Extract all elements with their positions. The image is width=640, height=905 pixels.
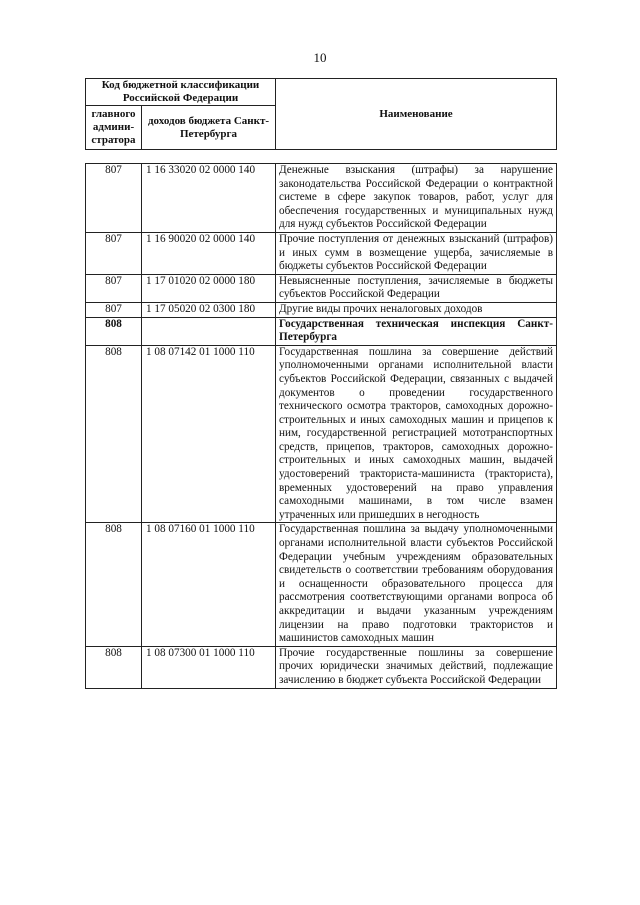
admin-code-cell: 807 xyxy=(86,164,142,233)
revenue-code-cell xyxy=(142,317,276,345)
header-col-admin: главного админи-стратора xyxy=(86,106,142,150)
table-body xyxy=(86,164,557,689)
revenue-code-cell: 1 16 90020 02 0000 140 xyxy=(142,232,276,274)
table-header xyxy=(85,78,557,150)
admin-code-cell: 808 xyxy=(86,345,142,523)
header-group-title: Код бюджетной классификации Российской Федерации xyxy=(86,79,276,106)
name-cell: Прочие государственные пошлины за совершение прочих юридически значимых действий, подлежащие зачислению в бюджет субъекта Российской Федерации xyxy=(276,646,557,688)
revenue-code-cell: 1 17 01020 02 0000 180 xyxy=(142,274,276,302)
table-row xyxy=(86,164,557,233)
name-cell: Прочие поступления от денежных взысканий (штрафов) и иных сумм в возмещение ущерба, зачисляемые в бюджеты субъектов Российской Федерации xyxy=(276,232,557,274)
table-row xyxy=(86,345,557,523)
header-col-name: Наименование xyxy=(276,79,557,150)
table-row xyxy=(86,523,557,646)
classification-table xyxy=(85,163,557,689)
revenue-code-cell: 1 08 07160 01 1000 110 xyxy=(142,523,276,646)
admin-code-cell: 808 xyxy=(86,646,142,688)
name-cell: Денежные взыскания (штрафы) за нарушение законодательства Российской Федерации о контрактной системе в сфере закупок товаров, работ, услуг для обеспечения государственных и муниципальных нужд для нужд субъектов Российской Федерации xyxy=(276,164,557,233)
name-cell: Государственная пошлина за выдачу уполномоченными органами исполнительной власти субъектов Российской Федерации учебным учреждениям образовательных свидетельств о соответствии требованиям оборудования и оснащенности образовательного процесса для рассмотрения соответствующими органами вопроса об аккредитации и выдачи указанным учреждениям лицензии на право подготовки трактористов и машинистов самоходных машин xyxy=(276,523,557,646)
admin-code-cell: 807 xyxy=(86,232,142,274)
revenue-code-cell: 1 08 07142 01 1000 110 xyxy=(142,345,276,523)
revenue-code-cell: 1 17 05020 02 0300 180 xyxy=(142,302,276,317)
admin-code-cell: 807 xyxy=(86,274,142,302)
table-row xyxy=(86,274,557,302)
table-row xyxy=(86,646,557,688)
table-row xyxy=(86,317,557,345)
name-cell: Другие виды прочих неналоговых доходов xyxy=(276,302,557,317)
table-row xyxy=(86,302,557,317)
name-cell: Невыясненные поступления, зачисляемые в бюджеты субъектов Российской Федерации xyxy=(276,274,557,302)
revenue-code-cell: 1 08 07300 01 1000 110 xyxy=(142,646,276,688)
page-number: 10 xyxy=(313,50,327,65)
revenue-code-cell: 1 16 33020 02 0000 140 xyxy=(142,164,276,233)
name-cell: Государственная техническая инспекция Санкт-Петербурга xyxy=(276,317,557,345)
table-row xyxy=(86,232,557,274)
admin-code-cell: 808 xyxy=(86,523,142,646)
name-cell: Государственная пошлина за совершение действий уполномоченными органами исполнительной власти субъектов Российской Федерации, связанных с выдачей документов о проведении государственного технического осмотра тракторов, самоходных дорожно-строительных и иных самоходных машин и прицепов к ним, государственной регистрацией мототранспортных средств, прицепов, тракторов, самоходных дорожно-строительных и иных самоходных машин, выдачей удостоверений тракториста-машиниста (тракториста), временных удостоверений на право управления самоходными машинами, в том числе взамен утраченных или пришедших в негодность xyxy=(276,345,557,523)
admin-code-cell: 808 xyxy=(86,317,142,345)
admin-code-cell: 807 xyxy=(86,302,142,317)
header-col-revenue: доходов бюджета Санкт-Петербурга xyxy=(142,106,276,150)
